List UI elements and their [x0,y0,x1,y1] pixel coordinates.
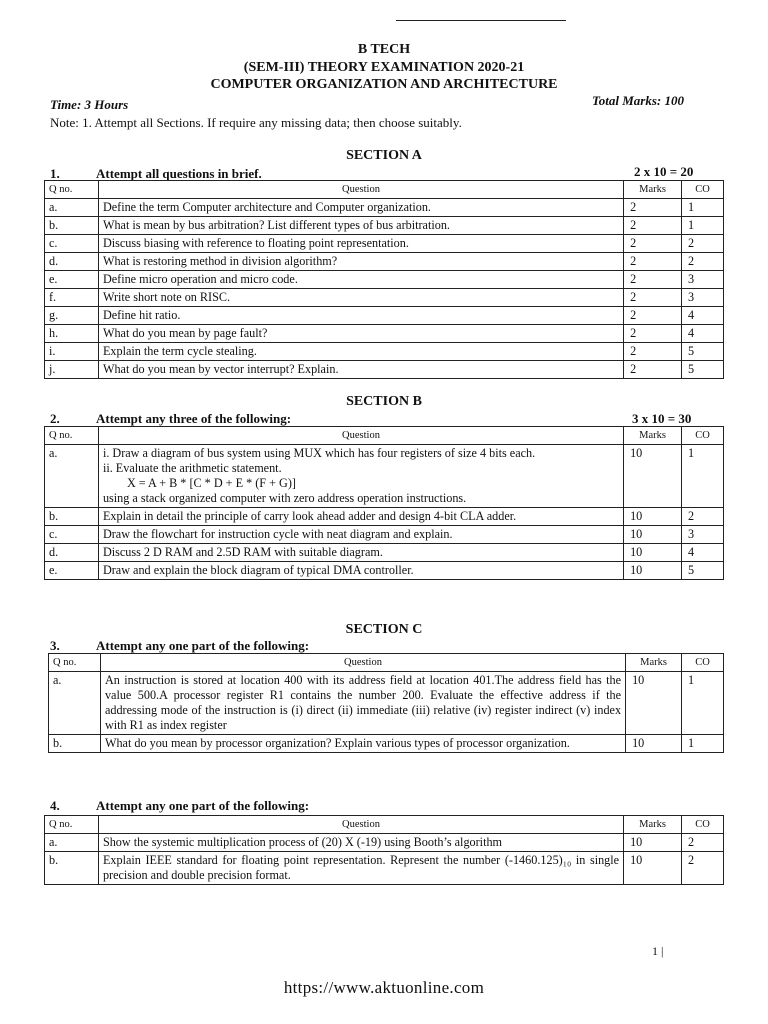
degree-title: B TECH [357,42,411,57]
row-co: 2 [682,852,724,885]
row-marks: 2 [624,199,682,217]
row-marks: 2 [624,361,682,379]
section-b-total: 3 x 10 = 30 [632,411,692,426]
question-part-ii: ii. Evaluate the arithmetic statement. [102,461,282,475]
row-marks: 2 [624,325,682,343]
section-b-title: SECTION B [346,394,422,409]
row-question [98,445,623,508]
row-question: Draw the flowchart for instruction cycle with neat diagram and explain. [98,526,623,544]
col-co: CO [682,427,724,445]
row-co: 3 [682,271,724,289]
row-co: 1 [682,199,724,217]
row-co: 2 [682,235,724,253]
section-a-total: 2 x 10 = 20 [634,164,694,179]
row-qno: j. [45,361,99,379]
time-label: Time: 3 Hours [50,97,129,112]
col-co: CO [682,816,724,834]
row-co: 3 [682,289,724,307]
row-marks: 2 [624,217,682,235]
row-qno: a. [45,199,99,217]
table-header-row [45,816,724,834]
row-co: 5 [682,343,724,361]
row-co: 4 [682,544,724,562]
page-number: 1 | [652,944,664,958]
table-row [45,325,724,343]
row-qno: c. [45,526,99,544]
row-co: 1 [682,445,724,508]
row-co: 2 [682,253,724,271]
table-row [45,508,724,526]
row-marks: 10 [624,852,682,885]
row-qno: e. [45,271,99,289]
top-rule [396,20,566,21]
table-header-row [45,181,724,199]
col-qno: Q no. [45,181,99,199]
question-part-i: i. Draw a diagram of bus system using MUX which has four registers of size 4 bits each. [102,446,536,460]
row-qno: g. [45,307,99,325]
col-question: Question [98,816,623,834]
row-qno: a. [45,834,99,852]
col-question: Question [98,181,623,199]
table-row [45,526,724,544]
table-row [45,445,724,508]
row-question: Draw and explain the block diagram of typical DMA controller. [98,562,623,580]
row-co: 1 [682,735,724,753]
row-marks: 10 [624,508,682,526]
col-marks: Marks [624,427,682,445]
row-qno: b. [45,852,99,885]
col-co: CO [682,654,724,672]
q4-heading [50,798,309,814]
row-marks: 2 [624,235,682,253]
col-co: CO [682,181,724,199]
col-qno: Q no. [49,654,101,672]
col-marks: Marks [626,654,682,672]
question-number: 4. [50,798,60,813]
table-row [45,343,724,361]
row-marks: 2 [624,343,682,361]
col-marks: Marks [624,816,682,834]
row-question: Define the term Computer architecture and Computer organization. [98,199,623,217]
row-question: Define hit ratio. [98,307,623,325]
row-question: What do you mean by vector interrupt? Explain. [98,361,623,379]
footer-url[interactable]: https://www.aktuonline.com [283,978,485,997]
table-row [45,562,724,580]
row-question: Define micro operation and micro code. [98,271,623,289]
row-question: What is mean by bus arbitration? List different types of bus arbitration. [98,217,623,235]
table-row [45,271,724,289]
question-number: 2. [50,411,60,426]
row-marks: 10 [624,544,682,562]
section-c-title: SECTION C [345,622,423,637]
row-question: Discuss 2 D RAM and 2.5D RAM with suitable diagram. [98,544,623,562]
row-qno: f. [45,289,99,307]
question-instruction: Attempt any one part of the following: [96,798,310,813]
section-b-heading [50,411,291,427]
row-marks: 2 [624,289,682,307]
row-question: Show the systemic multiplication process of (20) X (-19) using Booth’s algorithm [98,834,623,852]
question-number: 1. [50,166,60,181]
row-qno: c. [45,235,99,253]
row-qno: b. [45,217,99,235]
table-row [45,307,724,325]
table-row [49,735,724,753]
row-qno: i. [45,343,99,361]
q3-heading [50,638,309,654]
row-question: An instruction is stored at location 400 with its address field at location 401.The address field has the value 500.A processor register R1 contains the number 200. Evaluate the effective address if the addressing mode of the instruction is (i) direct (ii) immediate (iii) relative (iv) register indirect (v) index with R1 as index register [100,672,625,735]
section-b-table [44,426,724,580]
section-a-rows [45,199,724,379]
row-qno: b. [49,735,101,753]
row-marks: 10 [626,672,682,735]
table-row [45,217,724,235]
row-marks: 10 [626,735,682,753]
row-co: 4 [682,325,724,343]
col-qno: Q no. [45,816,99,834]
question-instruction: Attempt any three of the following: [96,411,292,426]
row-marks: 10 [624,526,682,544]
row-co: 1 [682,217,724,235]
q4-table [44,815,724,885]
row-qno: d. [45,253,99,271]
table-row [45,253,724,271]
row-question: Explain the term cycle stealing. [98,343,623,361]
row-qno: b. [45,508,99,526]
table-row [45,834,724,852]
question-number: 3. [50,638,60,653]
row-qno: d. [45,544,99,562]
row-co: 1 [682,672,724,735]
row-marks: 10 [624,834,682,852]
question-instruction: Attempt all questions in brief. [96,166,262,181]
table-row [49,672,724,735]
q3-table [48,653,724,753]
table-row [45,235,724,253]
row-question: Discuss biasing with reference to floating point representation. [98,235,623,253]
subject-title: COMPUTER ORGANIZATION AND ARCHITECTURE [210,77,558,92]
row-marks: 10 [624,445,682,508]
row-co: 2 [682,508,724,526]
col-question: Question [100,654,625,672]
row-question: What is restoring method in division algorithm? [98,253,623,271]
row-co: 3 [682,526,724,544]
total-marks-label: Total Marks: 100 [592,93,684,108]
row-marks: 2 [624,271,682,289]
row-qno: a. [45,445,99,508]
table-row [45,361,724,379]
row-question: What do you mean by page fault? [98,325,623,343]
exam-title: (SEM-III) THEORY EXAMINATION 2020-21 [243,60,525,75]
table-header-row [45,427,724,445]
question-instruction: Attempt any one part of the following: [96,638,310,653]
col-marks: Marks [624,181,682,199]
row-qno: h. [45,325,99,343]
row-co: 4 [682,307,724,325]
row-marks: 2 [624,307,682,325]
row-co: 2 [682,834,724,852]
row-qno: a. [49,672,101,735]
row-co: 5 [682,361,724,379]
row-question: Explain IEEE standard for floating point representation. Represent the number (-1460.125)₁₀ in single precision and double precision format. [98,852,623,885]
question-part-ii-cont: using a stack organized computer with zero address operation instructions. [102,491,467,505]
row-question: What do you mean by processor organization? Explain various types of processor organization. [100,735,625,753]
row-marks: 10 [624,562,682,580]
section-a-title: SECTION A [346,148,422,163]
row-question: Write short note on RISC. [98,289,623,307]
table-row [45,199,724,217]
col-question: Question [98,427,623,445]
table-row [45,289,724,307]
table-row [45,544,724,562]
arithmetic-expression: X = A + B * [C * D + E * (F + G)] [126,476,296,490]
row-qno: e. [45,562,99,580]
section-a-table [44,180,724,379]
row-co: 5 [682,562,724,580]
table-header-row [49,654,724,672]
row-question: Explain in detail the principle of carry look ahead adder and design 4-bit CLA adder. [98,508,623,526]
row-marks: 2 [624,253,682,271]
col-qno: Q no. [45,427,99,445]
table-row [45,852,724,885]
note-text: Note: 1. Attempt all Sections. If require any missing data; then choose suitably. [50,115,462,130]
